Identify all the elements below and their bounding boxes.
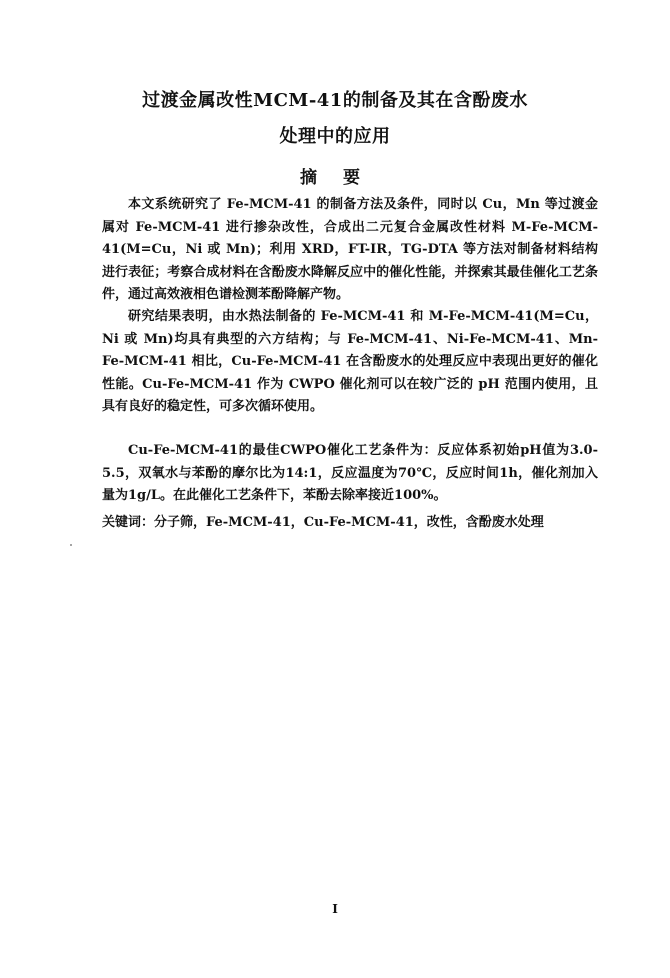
page-number: I: [332, 902, 338, 916]
abstract-paragraph-3: Cu-Fe-MCM-41的最佳CWPO催化工艺条件为：反应体系初始pH值为3.0-5.5，双氧水与苯酚的摩尔比为14:1，反应温度为70℃，反应时间1h，催化剂加入量为1g/L。在此催化工艺条件下，苯酚去除率接近100%。: [102, 443, 598, 503]
title-line-1: 过渡金属改性MCM-41的制备及其在含酚废水: [142, 90, 528, 111]
abstract-heading: 摘 要: [300, 168, 370, 188]
abstract-paragraph-1: 本文系统研究了 Fe-MCM-41 的制备方法及条件，同时以 Cu，Mn 等过渡金属对 Fe-MCM-41 进行掺杂改性，合成出二元复合金属改性材料 M-Fe-MCM-41(M=Cu，Ni 或 Mn)；利用 XRD，FT-IR，TG-DTA 等方法对制备材料结构进行表征；考察合成材料在含酚废水降解反应中的催化性能，并探索其最佳催化工艺条件，通过高效液相色谱检测苯酚降解产物。: [102, 197, 598, 302]
title-line-2: 处理中的应用: [279, 126, 391, 147]
keywords-line: 关键词：分子筛，Fe-MCM-41，Cu-Fe-MCM-41，改性，含酚废水处理: [102, 515, 544, 530]
scan-speck: [70, 544, 72, 546]
abstract-paragraph-2: 研究结果表明，由水热法制备的 Fe-MCM-41 和 M-Fe-MCM-41(M=Cu，Ni 或 Mn)均具有典型的六方结构；与 Fe-MCM-41、Ni-Fe-MCM-41、Mn-Fe-MCM-41 相比，Cu-Fe-MCM-41 在含酚废水的处理反应中表现出更好的催化性能。Cu-Fe-MCM-41 作为 CWPO 催化剂可以在较广泛的 pH 范围内使用，且具有良好的稳定性，可多次循环使用。: [102, 309, 598, 414]
